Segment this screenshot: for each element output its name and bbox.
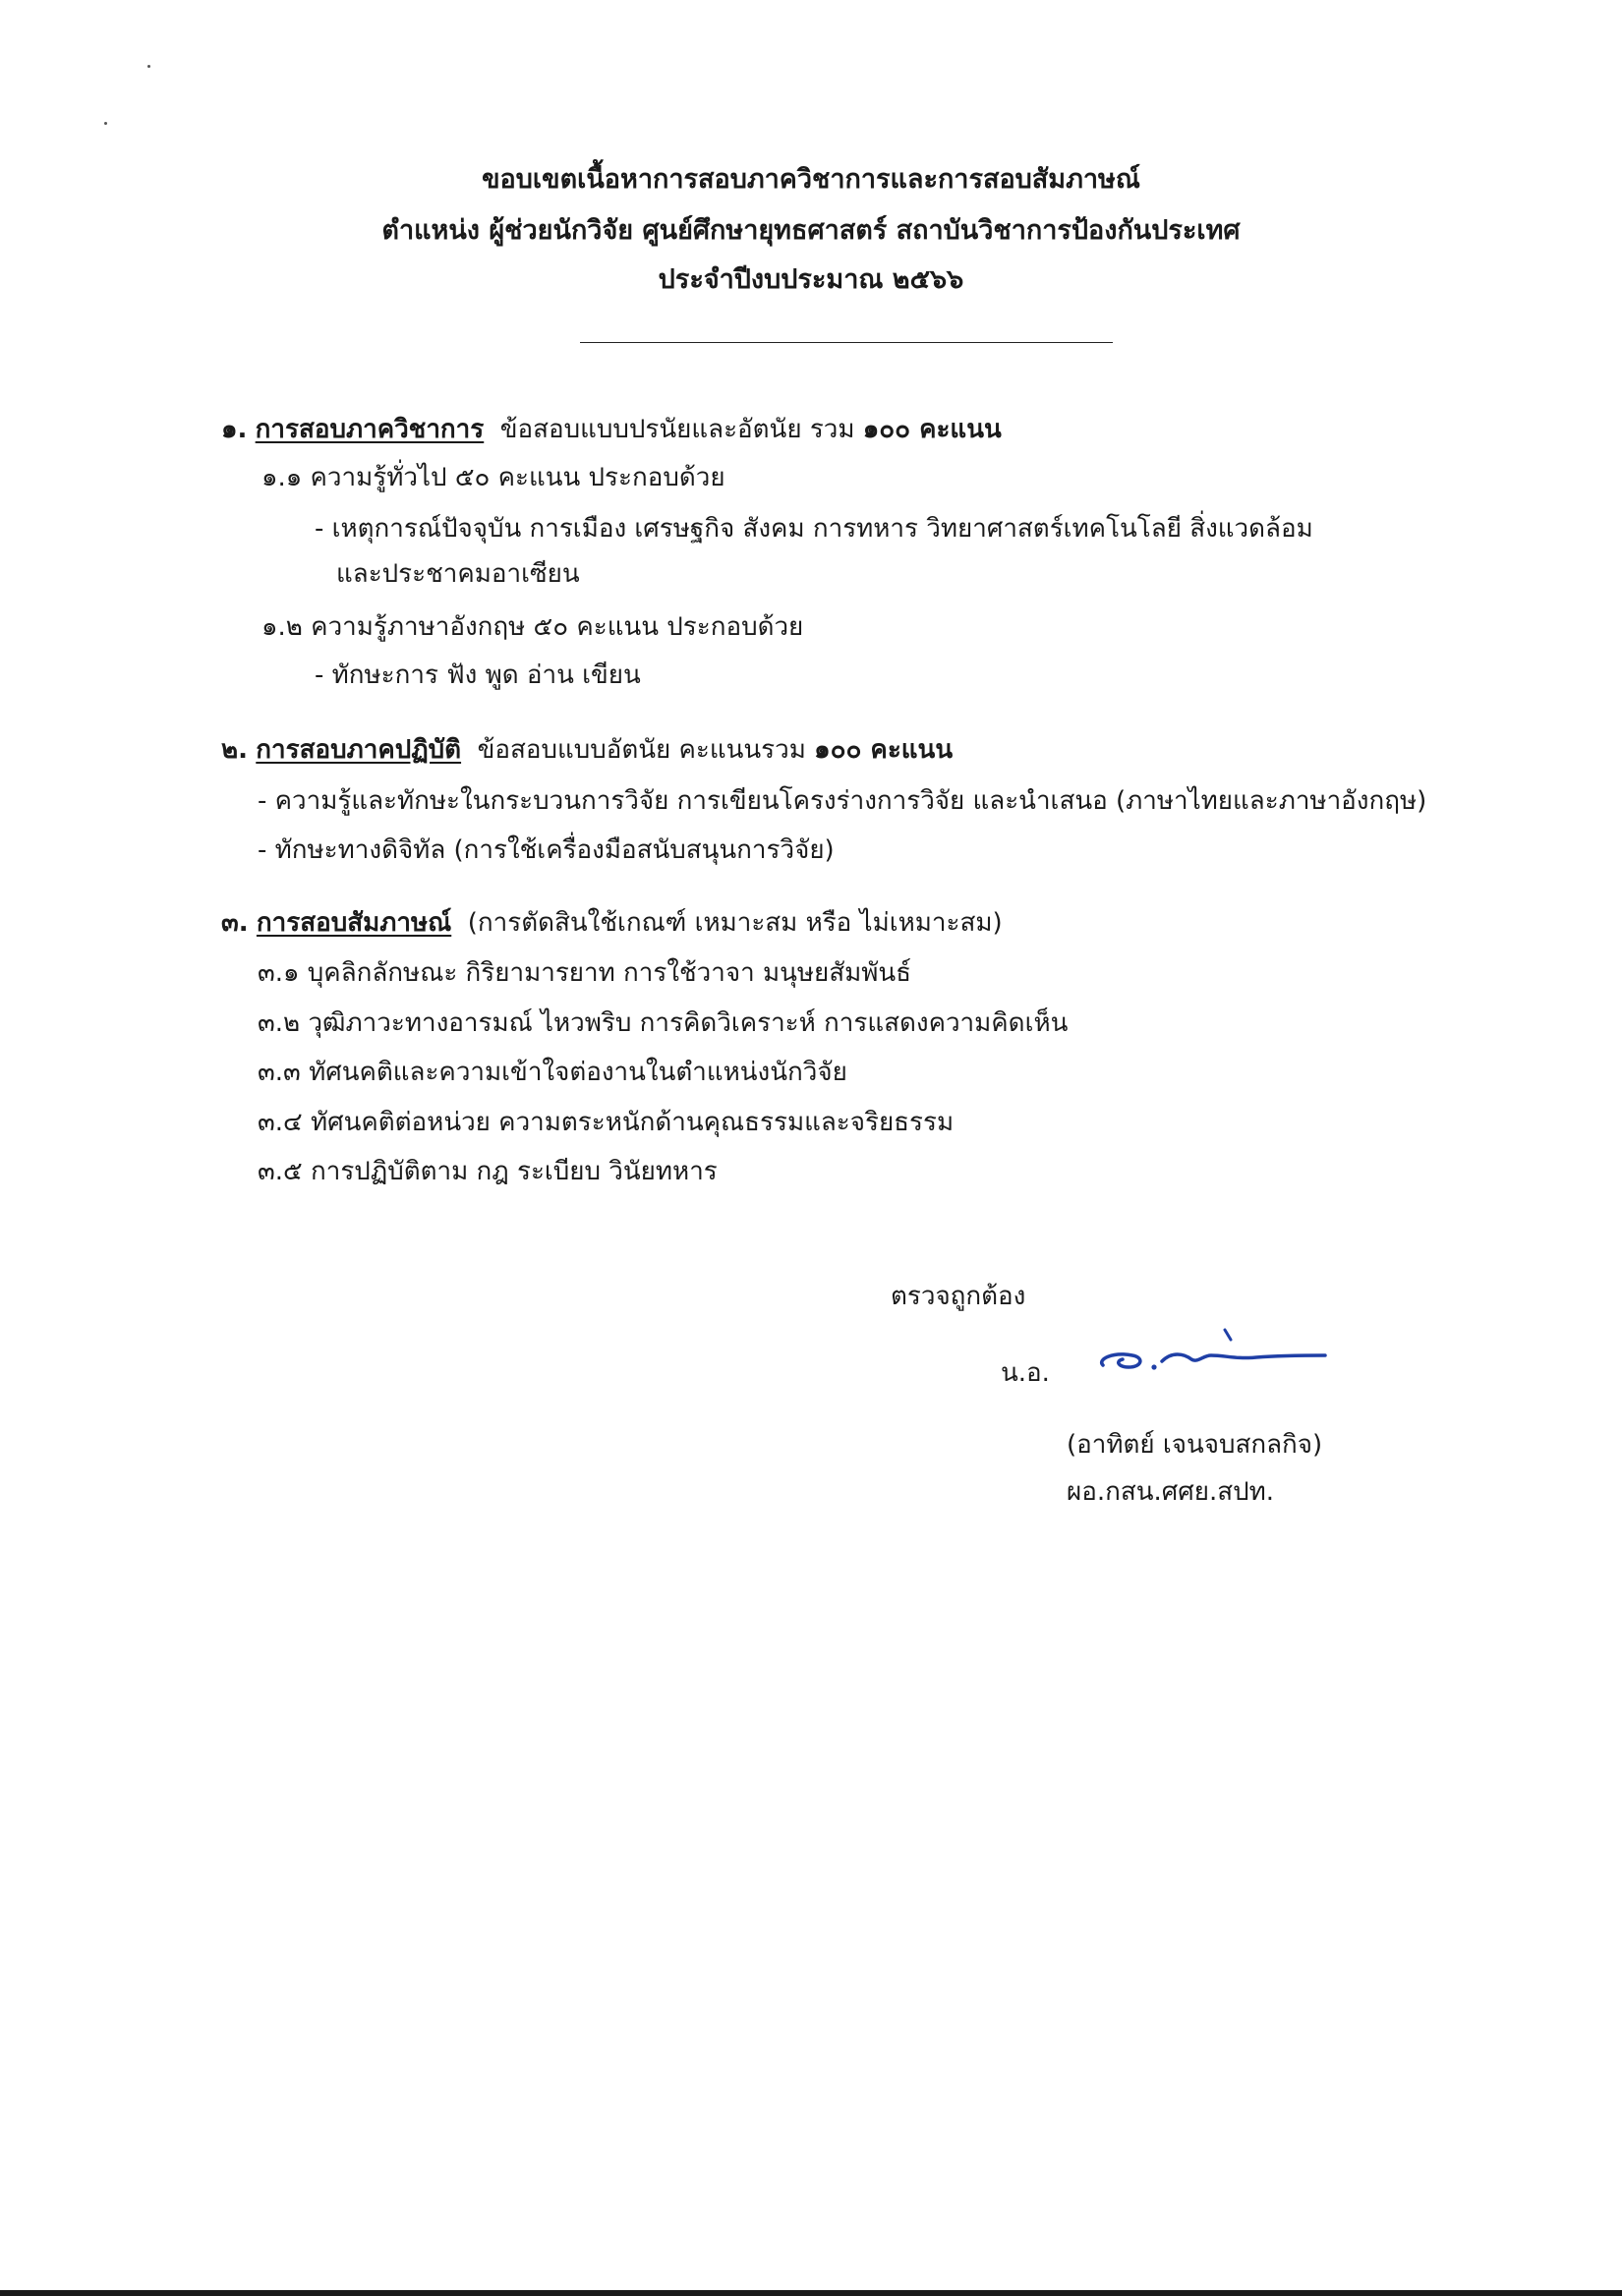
section-1-number: ๑. — [221, 415, 248, 444]
header-divider — [580, 342, 1113, 343]
section-1-description: ข้อสอบแบบปรนัยและอัตนัย รวม — [499, 415, 855, 444]
section-1-score: ๑๐๐ คะแนน — [862, 415, 1002, 444]
section-2-description: ข้อสอบแบบอัตนัย คะแนนรวม — [477, 735, 806, 765]
signer-rank: น.อ. — [1001, 1358, 1050, 1388]
section-3-description: (การตัดสินใช้เกณฑ์ เหมาะสม หรือ ไม่เหมาะสม) — [467, 908, 1003, 938]
section-2-score: ๑๐๐ คะแนน — [814, 735, 954, 765]
section-2-item: - ความรู้และทักษะในกระบวนการวิจัย การเขียนโครงร่างการวิจัย และนำเสนอ (ภาษาไทยและภาษาอังกฤษ) — [258, 786, 1427, 816]
scan-speck — [104, 122, 107, 125]
section-1-1-label: ๑.๑ ความรู้ทั่วไป ๕๐ คะแนน ประกอบด้วย — [261, 463, 725, 492]
section-1-1-detail: - เหตุการณ์ปัจจุบัน การเมือง เศรษฐกิจ สังคม การทหาร วิทยาศาสตร์เทคโนโลยี สิ่งแวดล้อม — [315, 514, 1313, 544]
section-2-item: - ทักษะทางดิจิทัล (การใช้เครื่องมือสนับสนุนการวิจัย) — [258, 835, 835, 865]
section-3-item: ๓.๓ ทัศนคติและความเข้าใจต่องานในตำแหน่งนักวิจัย — [258, 1058, 847, 1087]
scan-bottom-edge — [0, 2290, 1622, 2296]
signer-position: ผอ.กสน.ศศย.สปท. — [1067, 1477, 1275, 1507]
section-3-heading-line — [221, 905, 1003, 941]
section-3-item: ๓.๔ ทัศนคติต่อหน่วย ความตระหนักด้านคุณธรรมและจริยธรรม — [258, 1108, 955, 1137]
signer-name: (อาทิตย์ เจนจบสกลกิจ) — [1067, 1430, 1323, 1460]
section-1-heading-line — [221, 412, 1002, 447]
section-1-2-label: ๑.๒ ความรู้ภาษาอังกฤษ ๕๐ คะแนน ประกอบด้วย — [261, 612, 804, 642]
section-2-number: ๒. — [221, 735, 249, 765]
handwritten-signature — [1089, 1322, 1335, 1391]
section-1-2-detail: - ทักษะการ ฟัง พูด อ่าน เขียน — [315, 660, 641, 690]
section-3-item: ๓.๑ บุคลิกลักษณะ กิริยามารยาท การใช้วาจา มนุษยสัมพันธ์ — [258, 958, 912, 988]
section-3-item: ๓.๕ การปฏิบัติตาม กฎ ระเบียบ วินัยทหาร — [258, 1157, 718, 1186]
document-fiscal-year: ประจำปีงบประมาณ ๒๕๖๖ — [658, 264, 964, 295]
document-subtitle: ตำแหน่ง ผู้ช่วยนักวิจัย ศูนย์ศึกษายุทธศาสตร์ สถาบันวิชาการป้องกันประเทศ — [381, 215, 1241, 246]
verified-label: ตรวจถูกต้อง — [891, 1282, 1026, 1311]
section-1-1-detail-cont: และประชาคมอาเซียน — [336, 559, 580, 589]
section-3-heading: การสอบสัมภาษณ์ — [256, 908, 452, 938]
section-2-heading: การสอบภาคปฏิบัติ — [256, 735, 462, 765]
scan-speck — [147, 65, 150, 68]
section-3-number: ๓. — [221, 908, 249, 938]
section-2-heading-line — [221, 732, 953, 768]
document-title: ขอบเขตเนื้อหาการสอบภาควิชาการและการสอบสัมภาษณ์ — [482, 164, 1140, 195]
section-3-item: ๓.๒ วุฒิภาวะทางอารมณ์ ไหวพริบ การคิดวิเคราะห์ การแสดงความคิดเห็น — [258, 1008, 1069, 1038]
section-1-heading: การสอบภาควิชาการ — [255, 415, 485, 444]
